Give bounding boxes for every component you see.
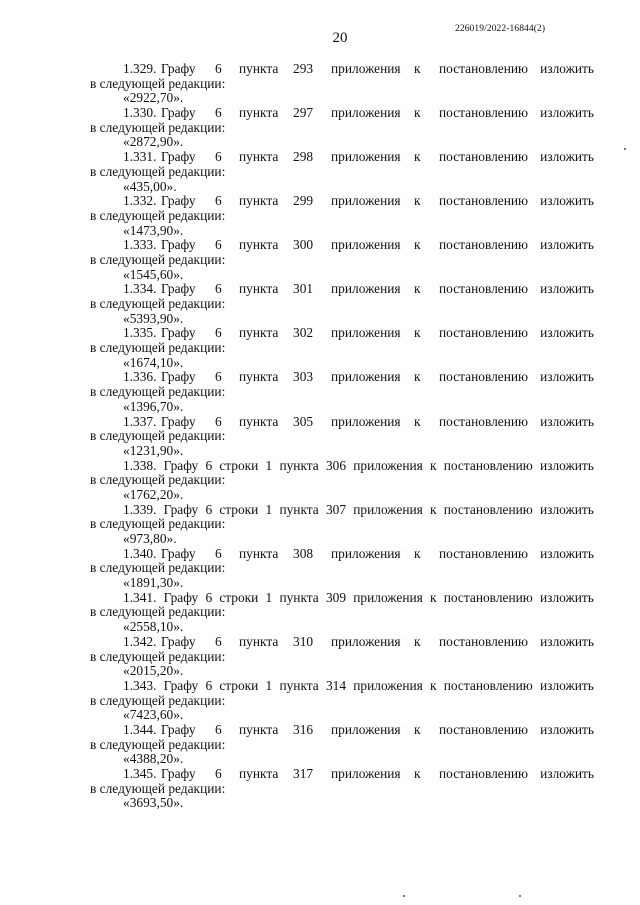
word-postanovleniyu: постановлению <box>439 105 529 121</box>
word-grafu: Графу <box>161 545 196 561</box>
word-grafu: Графу <box>163 501 199 517</box>
entry-heading <box>123 415 594 430</box>
entry-number: 1.342. <box>123 633 157 649</box>
word-k: к <box>414 237 421 253</box>
column-number: 6 <box>215 369 222 385</box>
entry-number: 1.334. <box>123 281 157 297</box>
column-number: 6 <box>205 677 213 693</box>
punkt-number: 309 <box>325 589 347 605</box>
entry-value: «1674,10». <box>123 354 184 370</box>
word-izlozhit: изложить <box>540 721 594 737</box>
entry-heading <box>123 238 594 253</box>
entry-heading <box>123 723 594 738</box>
word-postanovleniyu: постановлению <box>439 413 529 429</box>
word-prilozheniya: приложения <box>331 633 401 649</box>
document-id: 226019/2022-16844(2) <box>455 24 546 34</box>
continuation-text: в следующей редакции: <box>90 75 226 91</box>
punkt-number: 308 <box>293 545 314 561</box>
word-punkta: пункта <box>239 193 279 209</box>
word-stroki: строки <box>219 677 259 693</box>
entry-1-331 <box>0 150 640 194</box>
word-grafu: Графу <box>161 105 196 121</box>
word-grafu: Графу <box>161 633 196 649</box>
word-k: к <box>430 589 437 605</box>
entry-heading <box>123 591 594 606</box>
word-punkta: пункта <box>279 457 319 473</box>
column-number: 6 <box>215 545 222 561</box>
entry-heading <box>123 459 594 474</box>
word-punkta: пункта <box>239 149 279 165</box>
punkt-number: 316 <box>293 721 314 737</box>
word-izlozhit: изложить <box>540 237 594 253</box>
entry-number: 1.329. <box>123 61 157 76</box>
column-number: 6 <box>205 501 213 517</box>
entry-value: «1891,30». <box>123 575 184 591</box>
entry-value: «1473,90». <box>123 222 184 238</box>
row-number: 1 <box>265 501 273 517</box>
word-punkta: пункта <box>239 237 279 253</box>
entry-value: «5393,90». <box>123 310 184 326</box>
entry-1-343 <box>0 679 640 723</box>
word-izlozhit: изложить <box>540 413 594 429</box>
scan-speck <box>519 895 521 897</box>
word-k: к <box>414 766 421 781</box>
word-punkta: пункта <box>279 589 319 605</box>
punkt-number: 302 <box>293 325 314 341</box>
punkt-number: 301 <box>293 281 314 297</box>
word-prilozheniya: приложения <box>331 105 401 121</box>
entry-number: 1.332. <box>123 193 157 209</box>
entry-value: «435,00». <box>123 178 177 194</box>
entry-heading <box>123 150 594 165</box>
column-number: 6 <box>215 413 222 429</box>
entry-heading <box>123 635 594 650</box>
continuation-text: в следующей редакции: <box>90 119 226 135</box>
word-stroki: строки <box>219 457 259 473</box>
word-grafu: Графу <box>161 413 196 429</box>
entry-number: 1.344. <box>123 721 157 737</box>
column-number: 6 <box>205 589 213 605</box>
word-izlozhit: изложить <box>540 766 594 781</box>
word-izlozhit: изложить <box>540 281 594 297</box>
punkt-number: 305 <box>293 413 314 429</box>
word-postanovleniyu: постановлению <box>443 589 533 605</box>
punkt-number: 293 <box>293 61 314 76</box>
entry-heading <box>123 547 594 562</box>
word-postanovleniyu: постановлению <box>443 501 533 517</box>
punkt-number: 299 <box>293 193 314 209</box>
entry-1-339 <box>0 503 640 547</box>
word-grafu: Графу <box>161 281 196 297</box>
entry-1-342 <box>0 635 640 679</box>
entry-value: «4388,20». <box>123 751 184 767</box>
word-prilozheniya: приложения <box>331 545 401 561</box>
word-punkta: пункта <box>239 545 279 561</box>
entry-heading <box>123 282 594 297</box>
entry-1-334 <box>0 282 640 326</box>
entry-value: «3693,50». <box>123 795 184 811</box>
punkt-number: 306 <box>325 457 347 473</box>
word-k: к <box>430 677 437 693</box>
entry-heading <box>123 326 594 341</box>
continuation-text: в следующей редакции: <box>90 648 226 664</box>
word-prilozheniya: приложения <box>331 766 401 781</box>
page-number: 20 <box>332 30 348 46</box>
word-prilozheniya: приложения <box>331 193 401 209</box>
column-number: 6 <box>215 149 222 165</box>
word-izlozhit: изложить <box>540 105 594 121</box>
word-postanovleniyu: постановлению <box>439 237 529 253</box>
column-number: 6 <box>215 721 222 737</box>
row-number: 1 <box>265 677 273 693</box>
continuation-text: в следующей редакции: <box>90 472 226 488</box>
scan-speck <box>624 148 626 150</box>
word-grafu: Графу <box>161 721 196 737</box>
word-izlozhit: изложить <box>540 61 594 76</box>
entry-1-329 <box>0 62 640 106</box>
punkt-number: 300 <box>293 237 314 253</box>
word-prilozheniya: приложения <box>353 501 423 517</box>
punkt-number: 297 <box>293 105 314 121</box>
column-number: 6 <box>215 633 222 649</box>
word-postanovleniyu: постановлению <box>439 193 529 209</box>
word-grafu: Графу <box>161 325 196 341</box>
word-k: к <box>414 61 421 76</box>
word-k: к <box>414 193 421 209</box>
word-izlozhit: изложить <box>540 193 594 209</box>
word-postanovleniyu: постановлению <box>439 149 529 165</box>
word-punkta: пункта <box>239 369 279 385</box>
word-punkta: пункта <box>239 413 279 429</box>
word-izlozhit: изложить <box>540 149 594 165</box>
word-izlozhit: изложить <box>539 589 594 605</box>
continuation-text: в следующей редакции: <box>90 296 226 311</box>
entry-value: «1231,90». <box>123 442 184 458</box>
word-grafu: Графу <box>161 149 196 165</box>
word-prilozheniya: приложения <box>353 677 423 693</box>
word-prilozheniya: приложения <box>331 369 401 385</box>
word-izlozhit: изложить <box>539 677 594 693</box>
word-postanovleniyu: постановлению <box>439 281 529 297</box>
entry-1-338 <box>0 459 640 503</box>
word-punkta: пункта <box>279 677 319 693</box>
entry-number: 1.343. <box>123 677 157 693</box>
word-postanovleniyu: постановлению <box>443 457 533 473</box>
entry-heading <box>123 767 594 782</box>
continuation-text: в следующей редакции: <box>90 163 226 179</box>
entry-number: 1.336. <box>123 369 157 385</box>
word-prilozheniya: приложения <box>353 457 423 473</box>
word-punkta: пункта <box>239 325 279 341</box>
word-izlozhit: изложить <box>539 501 594 517</box>
punkt-number: 317 <box>293 766 314 781</box>
continuation-text: в следующей редакции: <box>90 780 226 796</box>
entry-1-341 <box>0 591 640 635</box>
word-k: к <box>414 105 421 121</box>
word-k: к <box>414 633 421 649</box>
word-punkta: пункта <box>239 105 279 121</box>
word-izlozhit: изложить <box>540 369 594 385</box>
word-punkta: пункта <box>279 501 319 517</box>
entry-number: 1.345. <box>123 766 157 781</box>
continuation-text: в следующей редакции: <box>90 340 226 356</box>
row-number: 1 <box>265 589 273 605</box>
word-prilozheniya: приложения <box>331 61 401 76</box>
continuation-text: в следующей редакции: <box>90 560 226 576</box>
word-izlozhit: изложить <box>539 457 594 473</box>
column-number: 6 <box>215 193 222 209</box>
continuation-text: в следующей редакции: <box>90 604 226 620</box>
punkt-number: 307 <box>325 501 347 517</box>
word-postanovleniyu: постановлению <box>439 721 529 737</box>
entry-heading <box>123 62 594 77</box>
punkt-number: 310 <box>293 633 314 649</box>
entry-number: 1.340. <box>123 545 157 561</box>
word-prilozheniya: приложения <box>331 721 401 737</box>
continuation-text: в следующей редакции: <box>90 692 226 708</box>
word-postanovleniyu: постановлению <box>439 369 529 385</box>
word-grafu: Графу <box>163 677 199 693</box>
word-izlozhit: изложить <box>540 633 594 649</box>
word-grafu: Графу <box>161 369 196 385</box>
entry-heading <box>123 106 594 121</box>
entry-1-345 <box>0 767 640 811</box>
word-prilozheniya: приложения <box>331 413 401 429</box>
word-grafu: Графу <box>161 237 196 253</box>
word-k: к <box>414 281 421 297</box>
word-punkta: пункта <box>239 633 279 649</box>
punkt-number: 314 <box>325 677 347 693</box>
word-postanovleniyu: постановлению <box>439 545 529 561</box>
entry-value: «1762,20». <box>123 486 184 502</box>
word-izlozhit: изложить <box>540 545 594 561</box>
word-k: к <box>430 457 437 473</box>
entry-number: 1.337. <box>123 413 157 429</box>
word-k: к <box>414 721 421 737</box>
column-number: 6 <box>215 325 222 341</box>
entry-heading <box>123 370 594 385</box>
punkt-number: 298 <box>293 149 314 165</box>
column-number: 6 <box>205 457 213 473</box>
entry-1-335 <box>0 326 640 370</box>
word-postanovleniyu: постановлению <box>439 325 529 341</box>
entry-value: «2922,70». <box>123 90 184 106</box>
word-grafu: Графу <box>161 61 196 76</box>
column-number: 6 <box>215 61 222 76</box>
column-number: 6 <box>215 281 222 297</box>
entry-number: 1.341. <box>123 589 157 605</box>
word-prilozheniya: приложения <box>331 237 401 253</box>
column-number: 6 <box>215 766 222 781</box>
continuation-text: в следующей редакции: <box>90 736 226 752</box>
word-k: к <box>430 501 437 517</box>
entry-number: 1.338. <box>123 457 157 473</box>
word-prilozheniya: приложения <box>353 589 423 605</box>
word-prilozheniya: приложения <box>331 149 401 165</box>
entry-value: «2015,20». <box>123 663 184 679</box>
word-postanovleniyu: постановлению <box>439 633 529 649</box>
document-body <box>0 62 640 811</box>
word-postanovleniyu: постановлению <box>443 677 533 693</box>
word-prilozheniya: приложения <box>331 281 401 297</box>
word-grafu: Графу <box>163 589 199 605</box>
entry-value: «2558,10». <box>123 619 184 635</box>
column-number: 6 <box>215 237 222 253</box>
word-punkta: пункта <box>239 61 279 76</box>
continuation-text: в следующей редакции: <box>90 251 226 267</box>
entry-1-344 <box>0 723 640 767</box>
word-postanovleniyu: постановлению <box>439 766 529 781</box>
entry-number: 1.330. <box>123 105 157 121</box>
continuation-text: в следующей редакции: <box>90 516 226 532</box>
entry-number: 1.333. <box>123 237 157 253</box>
entry-value: «1545,60». <box>123 266 184 282</box>
entry-value: «7423,60». <box>123 707 184 723</box>
entry-heading <box>123 679 594 694</box>
word-postanovleniyu: постановлению <box>439 61 529 76</box>
word-punkta: пункта <box>239 721 279 737</box>
scan-speck <box>403 895 405 897</box>
continuation-text: в следующей редакции: <box>90 207 226 223</box>
entry-1-336 <box>0 370 640 414</box>
word-grafu: Графу <box>161 193 196 209</box>
word-punkta: пункта <box>239 766 279 781</box>
entry-value: «973,80». <box>123 531 177 546</box>
column-number: 6 <box>215 105 222 121</box>
row-number: 1 <box>265 457 273 473</box>
entry-1-332 <box>0 194 640 238</box>
word-grafu: Графу <box>163 457 199 473</box>
entry-1-333 <box>0 238 640 282</box>
entry-heading <box>123 503 594 518</box>
word-prilozheniya: приложения <box>331 325 401 341</box>
entry-1-337 <box>0 415 640 459</box>
word-k: к <box>414 413 421 429</box>
entry-1-330 <box>0 106 640 150</box>
word-grafu: Графу <box>161 766 196 781</box>
word-k: к <box>414 325 421 341</box>
word-izlozhit: изложить <box>540 325 594 341</box>
entry-value: «2872,90». <box>123 134 184 150</box>
entry-number: 1.339. <box>123 501 157 517</box>
entry-value: «1396,70». <box>123 398 184 414</box>
entry-number: 1.335. <box>123 325 157 341</box>
word-k: к <box>414 369 421 385</box>
word-k: к <box>414 149 421 165</box>
word-k: к <box>414 545 421 561</box>
word-punkta: пункта <box>239 281 279 297</box>
word-stroki: строки <box>219 589 259 605</box>
word-stroki: строки <box>219 501 259 517</box>
continuation-text: в следующей редакции: <box>90 384 226 400</box>
entry-heading <box>123 194 594 209</box>
entry-number: 1.331. <box>123 149 157 165</box>
continuation-text: в следующей редакции: <box>90 428 226 444</box>
entry-1-340 <box>0 547 640 591</box>
punkt-number: 303 <box>293 369 314 385</box>
